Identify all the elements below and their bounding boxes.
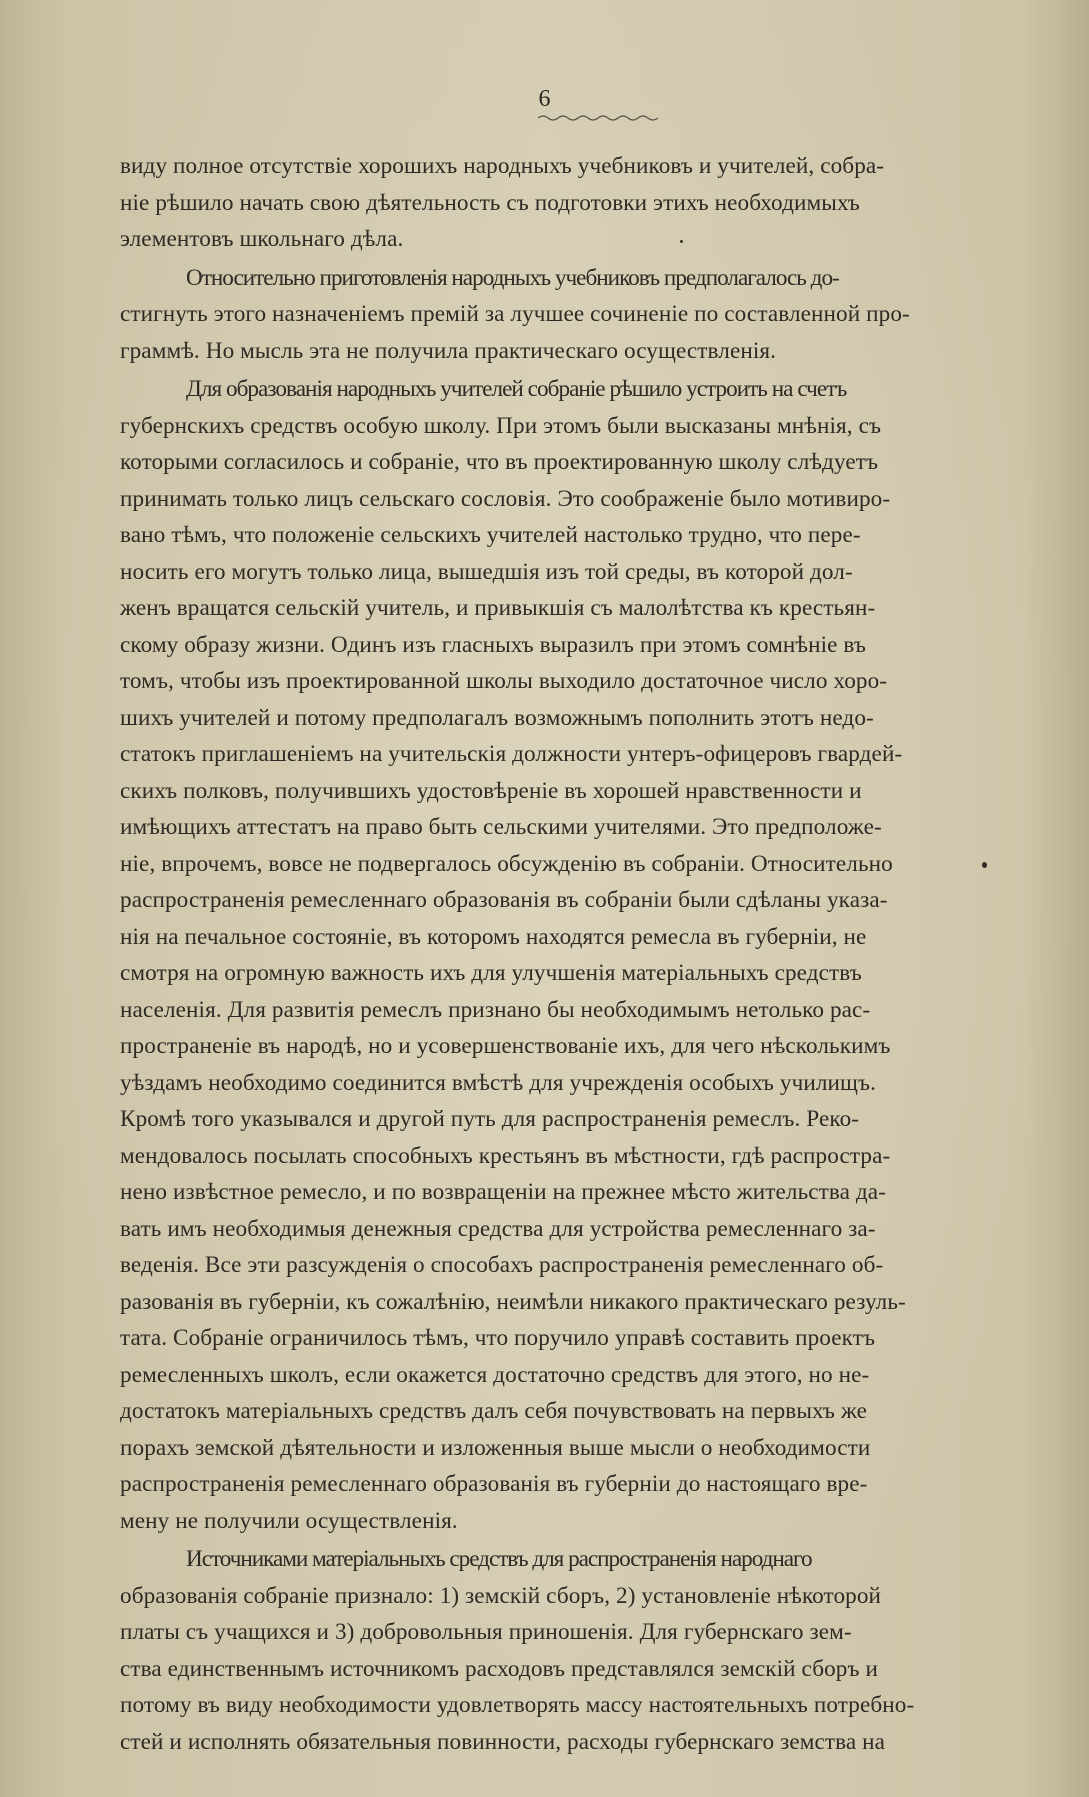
text-line: достатокъ матеріальныхъ средствъ далъ себя почувствовать на первыхъ же bbox=[120, 1398, 868, 1424]
text-line: разованія въ губерніи, къ сожалѣнію, неимѣли никакого практическаго резуль- bbox=[120, 1288, 906, 1315]
text-line: которыми согласилось и собраніе, что въ проектированную школу слѣдуетъ bbox=[120, 449, 879, 475]
text-line: губернскихъ средствъ особую школу. При этомъ были высказаны мнѣнія, съ bbox=[120, 412, 882, 439]
print-speck bbox=[982, 862, 987, 868]
paragraph bbox=[120, 260, 1082, 370]
text-line: ремесленныхъ школъ, если окажется достаточно средствъ для этого, но не- bbox=[120, 1361, 870, 1388]
text-line: Относительно приготовленія народныхъ учебниковъ предполагалось до- bbox=[186, 264, 839, 291]
text-line: населенія. Для развитія ремеслъ признано бы необходимымъ нетолько рас- bbox=[120, 996, 871, 1023]
text-line: платы съ учащихся и 3) добровольныя приношенія. Для губернскаго зем- bbox=[120, 1619, 852, 1645]
text-line: уѣздамъ необходимо соединится вмѣстѣ для учрежденія особыхъ училищъ. bbox=[120, 1069, 876, 1096]
text-line: мендовалось посылать способныхъ крестьянъ въ мѣстности, гдѣ распростра- bbox=[120, 1142, 891, 1169]
text-line: носить его могутъ только лица, вышедшія изъ той среды, въ которой дол- bbox=[120, 558, 853, 585]
text-line: скому образу жизни. Одинъ изъ гласныхъ выразилъ при этомъ сомнѣніе въ bbox=[120, 631, 866, 658]
text-line: веденія. Все эти разсужденія о способахъ распространенія ремесленнаго об- bbox=[120, 1252, 884, 1278]
text-line: виду полное отсутствіе хорошихъ народныхъ учебниковъ и учителей, собра- bbox=[120, 153, 885, 179]
text-line: томъ, чтобы изъ проектированной школы выходило достаточное число хоро- bbox=[120, 668, 888, 694]
text-line: потому въ виду необходимости удовлетворять массу настоятельныхъ потребно- bbox=[120, 1692, 915, 1718]
text-line: статокъ приглашеніемъ на учительскія должности унтеръ-офицеровъ гвардей- bbox=[120, 741, 903, 767]
print-speck bbox=[680, 240, 683, 243]
text-line: ніе рѣшило начать свою дѣятельность съ подготовки этихъ необходимыхъ bbox=[120, 189, 860, 216]
text-line: стигнуть этого назначеніемъ премій за лучшее сочиненіе по составленной про- bbox=[120, 301, 910, 327]
text-line: мену не получили осуществленія. bbox=[120, 1507, 458, 1534]
text-line: распространенія ремесленнаго образованія въ губерніи до настоящаго вре- bbox=[120, 1471, 868, 1497]
text-line: стей и исполнять обязательныя повинности, расходы губернскаго земства на bbox=[120, 1728, 886, 1755]
text-line: тата. Собраніе ограничилось тѣмъ, что поручило управѣ составить проектъ bbox=[120, 1325, 876, 1351]
text-line: элементовъ школьнаго дѣла. bbox=[120, 226, 404, 252]
text-line: распространенія ремесленнаго образованія въ собраніи были сдѣланы указа- bbox=[120, 887, 888, 913]
ornament-divider bbox=[538, 114, 658, 122]
text-line: порахъ земской дѣятельности и изложенныя выше мысли о необходимости bbox=[120, 1434, 871, 1461]
paragraph bbox=[120, 1541, 1082, 1760]
text-line: шихъ учителей и потому предполагалъ возможнымъ пополнить этотъ недо- bbox=[120, 704, 874, 731]
text-line: смотря на огромную важность ихъ для улучшенія матеріальныхъ средствъ bbox=[120, 960, 862, 986]
text-line: нено извѣстное ремесло, и по возвращеніи на прежнее мѣсто жительства да- bbox=[120, 1179, 887, 1205]
text-line: имѣющихъ аттестатъ на право быть сельскими учителями. Это предположе- bbox=[120, 814, 882, 840]
text-line: ства единственнымъ источникомъ расходовъ представлялся земскій сборъ и bbox=[120, 1655, 878, 1682]
paragraph bbox=[120, 371, 1082, 1539]
text-line: принимать только лицъ сельскаго сословія. Это соображеніе было мотивиро- bbox=[120, 485, 891, 512]
paragraph bbox=[120, 148, 1082, 258]
text-line: Кромѣ того указывался и другой путь для распространенія ремеслъ. Реко- bbox=[120, 1106, 860, 1132]
text-line: скихъ полковъ, получившихъ удостовѣреніе въ хорошей нравственности и bbox=[120, 777, 862, 804]
text-line: образованія собраніе признало: 1) земскій сборъ, 2) установленіе нѣкоторой bbox=[120, 1582, 882, 1609]
text-line: женъ вращатся сельскій учитель, и привыкшія съ малолѣтства къ крестьян- bbox=[120, 595, 876, 621]
text-line: пространеніе въ народѣ, но и усовершенствованіе ихъ, для чего нѣсколькимъ bbox=[120, 1033, 891, 1059]
text-line: Источниками матеріальныхъ средствъ для распространенія народнаго bbox=[186, 1546, 812, 1572]
page-number: 6 bbox=[538, 86, 551, 112]
text-line: вано тѣмъ, что положеніе сельскихъ учителей настолько трудно, что пере- bbox=[120, 522, 861, 548]
text-line: нія на печальное состояніе, въ которомъ находятся ремесла въ губерніи, не bbox=[120, 923, 867, 950]
text-line: ніе, впрочемъ, вовсе не подвергалось обсужденію въ собраніи. Относительно bbox=[120, 850, 893, 877]
text-line: Для образованія народныхъ учителей собраніе рѣшило устроить на счетъ bbox=[186, 376, 847, 402]
text-line: граммѣ. Но мысль эта не получила практическаго осуществленія. bbox=[120, 337, 777, 364]
text-line: вать имъ необходимыя денежныя средства для устройства ремесленнаго за- bbox=[120, 1215, 876, 1242]
body-text bbox=[120, 148, 1082, 1760]
